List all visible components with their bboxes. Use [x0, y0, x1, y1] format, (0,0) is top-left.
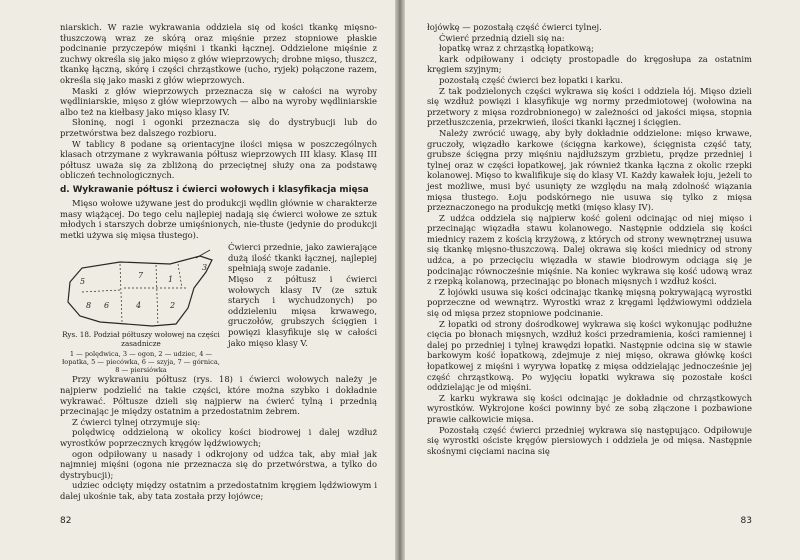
paragraph: niarskich. W razie wykrawania oddziela się od kości tkankę mięsno-tłuszczową wraz ze skórą oraz mięśnie przez stopniowe płaskie podcinanie przyczepów mięśni i tkanki łącznej. Oddzielone mięśnie z zuchwy określa się jako mięso z głów wieprzowych; drobne mięso, tłuszcz, tkankę łączną, skórę i części chrząstkowe (ucho, ryjek) połączone razem, określa się jako maski z głów wieprzowych. [60, 22, 377, 85]
fig-label: 8 [86, 301, 92, 311]
paragraph: W tablicy 8 podane są orientacyjne ilości mięsa w poszczególnych klasach otrzymane z wykrawania półtusz wieprzowych III klasy. Klasę III półtusz uważa się za zbliżoną do przeciętnej służy ona za podstawę obliczeń technologicznych. [60, 138, 377, 181]
paragraph: ogon odpiłowany u nasady i odkrojony od udźca tak, aby miał jak najmniej mięśni (ogona nie przeznacza się do przetwórstwa, a tylko do dystrybucji); [60, 448, 377, 480]
figure-caption: Rys. 18. Podział półtuszy wołowej na części zasadnicze [62, 330, 220, 348]
paragraph: udziec odcięty między ostatnim a przedostatnim kręgiem lędźwiowym i dalej ukośnie tak, aby tata została przy łojówce; [60, 480, 377, 501]
page-number: 83 [740, 516, 752, 526]
fig-label: 1 [168, 275, 174, 285]
paragraph: Z łopatki od strony dośrodkowej wykrawa się kości wykonując podłużne cięcia po błonach mięsnych, wzdłuż kości przedramienia, kości ramiennej i dalej po przedniej i tylnej krawędzi łopatki. Następnie odcina się w stawie barkowym kość łopatkową, zdejmuje z niej mięso, okrawa główkę kości łopatkowej z mięśni i wyrywa łopatkę z mięsa oddzielając jednocześnie jej część chrząstkową. Po wyjęciu łopatki wykrawa się pozostałe kości oddzielając je od mięśni. [427, 318, 752, 393]
paragraph: Ćwierci przednie, jako zawierające dużą ilość tkanki łącznej, najlepiej spełniają swoje zadanie. [228, 242, 377, 274]
paragraph: Z łojówki usuwa się kości odcinając tkankę mięsną pokrywającą wyrostki poprzeczne od wewnątrz. Wyrostki wraz z kręgami lędźwiowymi oddziela się od mięsa przez stopniowe podcinanie. [427, 286, 752, 319]
beef-carcass-diagram [60, 242, 222, 330]
paragraph: Pozostałą część ćwierci przedniej wykrawa się następująco. Odpiłowuje się wyrostki ościste kręgów piersiowych i oddziela je od mięsa. Następnie skośnymi cięciami nacina się [427, 424, 752, 456]
paragraph: Słoninę, nogi i ogonki przeznacza się do dystrybucji lub do przetwórstwa bez dalszego rozbioru. [60, 117, 377, 138]
paragraph: Z ćwierci tylnej otrzymuje się: [72, 416, 201, 427]
fig-label: 7 [138, 271, 144, 281]
fig-label: 3 [202, 263, 208, 273]
figure-row [60, 242, 377, 374]
paragraph: Przy wykrawaniu półtusz (rys. 18) i ćwierci wołowych należy je najpierw podzielić na takie części, które można szybko i dokładnie wykrawać. Półtusze dzieli się najpierw na ćwierć tylną i przednią przecinając je między ostatnim a przedostatnim żebrem. [60, 374, 377, 417]
paragraph: Z tak podzielonych części wykrawa się kości i oddziela łój. Mięso dzieli się wzdłuż powięzi i klasyfikuje wg normy przedmiotowej (wołowina na przetwory z mięsa rozdrobnionego) w zależności od jakości mięsa, stopnia przetłuszczenia, przekrwień, ilości tkanki łącznej i ścięgien. [427, 85, 752, 128]
paragraph: Z udźca oddziela się najpierw kość goleni odcinając od niej mięso i przecinając więzadła stawu kolanowego. Następnie oddziela się kości miednicy razem z kością krzyżową, z których od strony wewnętrznej usuwa się tkankę mięsno-tłuszczową. Dalej okrawa się kości miednicy od strony udźca, a po przecięciu więzadła w stawie biodrowym odciąga się je podcinając równocześnie mięśnie. Na koniec wykrawa się kość udową wraz z rzepką kolanową, przecinając po błonach mięsnych i wzdłuż kości. [427, 212, 752, 287]
paragraph: Maski z głów wieprzowych przeznacza się w całości na wyroby wędliniarskie, mięso z głów wieprzowych — albo na wyroby wędliniarskie albo też na kiełbasy jako mięso klasy IV. [60, 85, 377, 117]
fig-label: 5 [80, 277, 86, 287]
paragraph: Z karku wykrawa się kości odcinając je dokładnie od chrząstkowych wyrostków. Wykrojone kości powinny być ze sobą złączone i pozbawione prawie całkowicie mięsa. [427, 392, 752, 424]
paragraph: kark odpiłowany i odcięty prostopadle do kręgosłupa za ostatnim kręgiem szyjnym; [427, 53, 752, 75]
paragraph: Mięso wołowe używane jest do produkcji wędlin głównie w charakterze masy wiążącej. Do tego celu najlepiej nadają się ćwierci wołowe ze sztuk młodych i starszych dobrze umięśnionych, nie-tłuste (jedynie do produkcji metki używa się mięsa tłustego). [60, 197, 377, 240]
paragraph: łopatkę wraz z chrząstką łopatkową; [439, 43, 594, 54]
left-page [0, 0, 395, 560]
figure-side-text [228, 242, 377, 374]
paragraph: Mięso z półtusz i ćwierci wołowych klasy IV (ze sztuk starych i wychudzonych) po oddzieleniu mięsa krwawego, gruczołów, grubszych ścięgien i powięzi klasyfikuje się w całości jako mięso klasy V. [228, 274, 377, 348]
paragraph: polędwicę oddzieloną w okolicy kości biodrowej i dalej wzdłuż wyrostków poprzecznych kręgów lędźwiowych; [60, 427, 377, 449]
book-gutter [395, 0, 405, 560]
section-heading: d. Wykrawanie półtusz i ćwierci wołowych i klasyfikacja mięsa [60, 184, 369, 195]
figure-18 [60, 242, 222, 374]
paragraph: Ćwierć przednią dzieli się na: [439, 32, 565, 43]
page-number: 82 [60, 516, 72, 526]
paragraph: pozostałą część ćwierci bez łopatki i karku. [439, 74, 623, 85]
paragraph: łojówkę — pozostałą część ćwierci tylnej. [427, 22, 602, 32]
right-page [405, 0, 800, 560]
fig-label: 6 [104, 301, 110, 311]
figure-legend: 1 — polędwica, 3 — ogon, 2 — udziec, 4 — łopatka, 5 — piecówka, 6 — szyja, 7 — górnica, 8 — piersiówka [62, 350, 220, 375]
paragraph: Należy zwrócić uwagę, aby były dokładnie oddzielone: mięso krwawe, gruczoły, więzadło karkowe (ścięgna karkowe), ścięgnista część taty, grubsze ścięgna przy mięśniu najdłuższym grzbietu, prędze przedniej i tylnej oraz w części łopatkowej, jak również tkanka łączna z okolic rzepki kolanowej. Mięso to kwalifikuje się do klasy VI. Każdy kawałek łoju, jeżeli to jest możliwe, musi być usunięty ze względu na małą zdolność wiązania mięsa tłustego. Łoju podskórnego nie usuwa się tylko z mięsa przeznaczonego na produkcję metki (mięso klasy IV). [427, 127, 752, 213]
fig-label: 4 [136, 301, 142, 311]
fig-label: 2 [170, 301, 176, 311]
